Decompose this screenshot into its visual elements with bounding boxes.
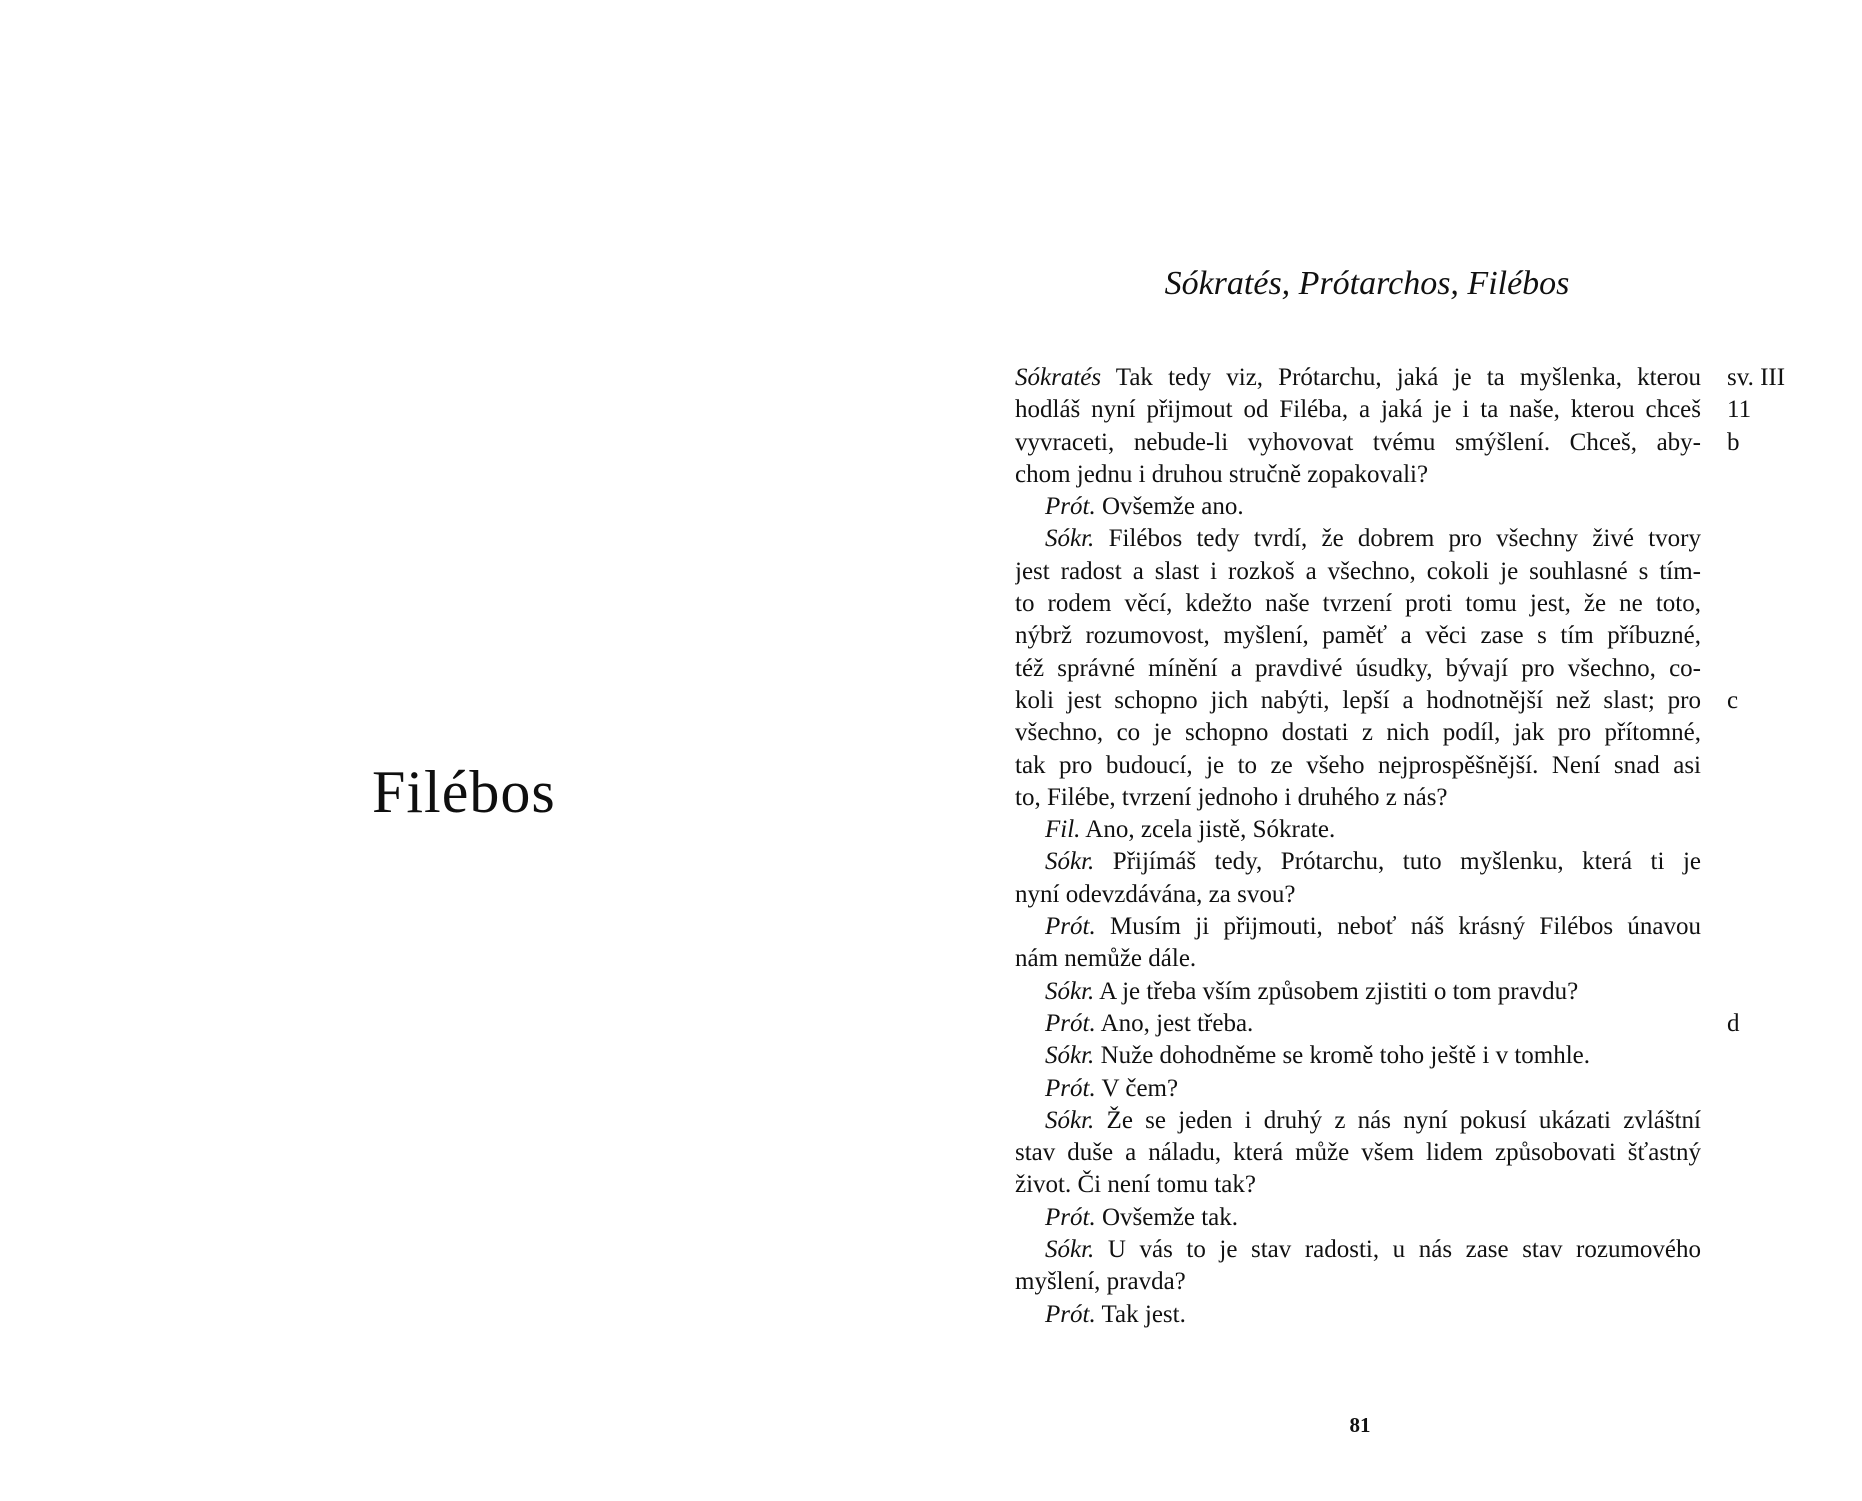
line-text: Ovšemže tak. — [1095, 1203, 1239, 1231]
text-line — [1015, 1073, 1701, 1105]
text-line — [1015, 556, 1701, 588]
text-line — [1015, 1137, 1701, 1169]
text-line — [1015, 943, 1701, 975]
text-line — [1015, 750, 1701, 782]
text-line — [1015, 1169, 1701, 1201]
text-line — [1015, 1202, 1701, 1234]
text-line — [1015, 846, 1701, 878]
text-line — [1015, 588, 1701, 620]
line-text: to rodem věcí, kdežto naše tvrzení proti tomu jest, že ne toto, — [1015, 590, 1701, 618]
line-text: Přijímáš tedy, Prótarchu, tuto myšlenku, která ti je — [1094, 848, 1701, 876]
margin-note: d — [1727, 1010, 1740, 1037]
line-text: vyvraceti, nebude-li vyhovovat tvému smýšlení. Chceš, aby- — [1015, 428, 1701, 456]
line-text: Tak jest. — [1095, 1300, 1186, 1328]
speaker-label: Sókr. — [1045, 1042, 1095, 1070]
text-line — [1015, 911, 1701, 943]
text-line — [1015, 1266, 1701, 1298]
line-text: myšlení, pravda? — [1015, 1268, 1186, 1296]
line-text: chom jednu i druhou stručně zopakovali? — [1015, 460, 1429, 488]
speaker-label: Prót. — [1045, 493, 1096, 521]
line-text: Nuže dohodněme se kromě toho ještě i v tomhle. — [1094, 1042, 1591, 1070]
line-text: nám nemůže dále. — [1015, 945, 1197, 973]
text-line — [1015, 394, 1701, 426]
speaker-label: Sókr. — [1045, 848, 1095, 876]
dialogue-title: Filébos — [372, 759, 556, 825]
speaker-label: Prót. — [1045, 1203, 1096, 1231]
text-line — [1015, 814, 1701, 846]
line-text: Ano, jest třeba. — [1095, 1009, 1254, 1037]
line-text: hodláš nyní přijmout od Filéba, a jaká je i ta naše, kterou chceš — [1015, 396, 1701, 424]
text-line — [1015, 427, 1701, 459]
text-line — [1015, 685, 1701, 717]
margin-note: b — [1727, 428, 1740, 456]
margin-note: sv. III — [1727, 364, 1786, 391]
line-text: Že se jeden i druhý z nás nyní pokusí ukázati zvláštní — [1094, 1106, 1701, 1134]
text-line — [1015, 362, 1701, 394]
line-text: jest radost a slast i rozkoš a všechno, cokoli je souhlasné s tím- — [1015, 557, 1701, 585]
speaker-label: Sókr. — [1045, 1106, 1095, 1134]
text-line — [1015, 653, 1701, 685]
text-line — [1015, 491, 1701, 523]
text-line — [1015, 782, 1701, 814]
margin-note: 11 — [1727, 396, 1752, 424]
speaker-label: Sókr. — [1045, 977, 1095, 1005]
line-text: Ovšemže ano. — [1095, 493, 1244, 521]
line-text: to, Filébe, tvrzení jednoho i druhého z nás? — [1015, 783, 1448, 811]
speaker-label: Prót. — [1045, 1009, 1096, 1037]
speakers-heading: Sókratés, Prótarchos, Filébos — [1164, 265, 1570, 302]
line-text: V čem? — [1095, 1074, 1179, 1102]
line-text: nýbrž rozumovost, myšlení, paměť a věci zase s tím příbuzné, — [1015, 622, 1701, 650]
speaker-label: Prót. — [1045, 1074, 1096, 1102]
text-line — [1015, 459, 1701, 491]
text-line — [1015, 1105, 1701, 1137]
speaker-label: Sókr. — [1045, 1236, 1095, 1264]
text-line — [1015, 1008, 1701, 1040]
text-line — [1015, 523, 1701, 555]
line-text: všechno, co je schopno dostati z nich podíl, jak pro přítomné, — [1015, 719, 1701, 747]
text-line — [1015, 879, 1701, 911]
speaker-label: Prót. — [1045, 913, 1096, 941]
line-text: Ano, zcela jistě, Sókrate. — [1080, 816, 1336, 844]
text-line — [1015, 976, 1701, 1008]
line-text: Musím ji přijmouti, neboť náš krásný Filébos únavou — [1095, 913, 1701, 941]
text-line — [1015, 1040, 1701, 1072]
line-text: koli jest schopno jich nabýti, lepší a hodnotnější než slast; pro — [1015, 686, 1701, 714]
text-line — [1015, 1234, 1701, 1266]
speaker-label: Fil. — [1045, 816, 1081, 844]
line-text: Filébos tedy tvrdí, že dobrem pro všechny živé tvory — [1094, 525, 1701, 553]
text-line — [1015, 1299, 1701, 1331]
speaker-label: Sókratés — [1015, 364, 1102, 391]
text-line — [1015, 620, 1701, 652]
speaker-label: Sókr. — [1045, 525, 1095, 553]
line-text: též správné mínění a pravdivé úsudky, bývají pro všechno, co- — [1015, 654, 1701, 682]
page-number: 81 — [1349, 1413, 1371, 1437]
line-text: nyní odevzdávána, za svou? — [1015, 880, 1296, 908]
text-line — [1015, 717, 1701, 749]
line-text: tak pro budoucí, je to ze všeho nejprospěšnější. Není snad asi — [1015, 751, 1701, 779]
line-text: stav duše a náladu, která může všem lidem způsobovati šťastný — [1015, 1139, 1701, 1167]
speaker-label: Prót. — [1045, 1300, 1096, 1328]
line-text: U vás to je stav radosti, u nás zase stav rozumového — [1094, 1236, 1701, 1264]
line-text: A je třeba vším způsobem zjistiti o tom pravdu? — [1094, 977, 1579, 1005]
line-text: život. Či není tomu tak? — [1015, 1171, 1256, 1199]
dialogue-text — [1015, 362, 1701, 1331]
margin-note: c — [1727, 687, 1739, 714]
line-text: Tak tedy viz, Prótarchu, jaká je ta myšlenka, kterou — [1101, 364, 1701, 391]
